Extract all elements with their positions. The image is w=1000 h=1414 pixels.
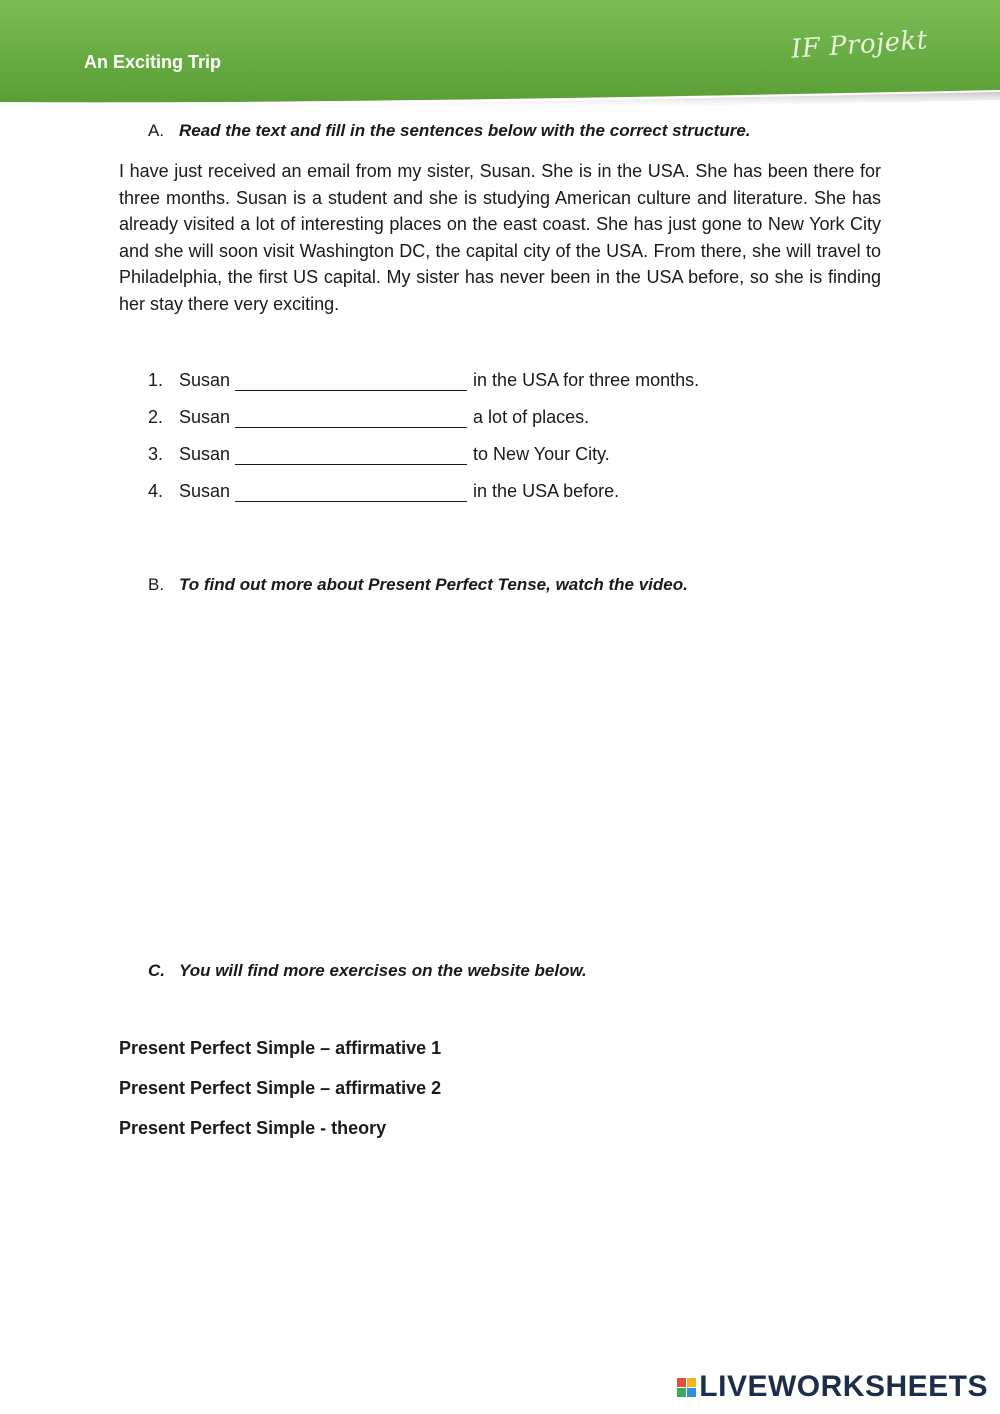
exercise-number: 1.	[148, 370, 164, 390]
fill-in-exercises	[148, 370, 699, 518]
answer-blank-2[interactable]	[235, 407, 467, 428]
section-c-letter: C.	[148, 961, 165, 980]
page-header	[0, 0, 1000, 112]
section-c-instruction-text: You will find more exercises on the website below.	[179, 961, 587, 980]
logo-blocks-icon	[677, 1378, 696, 1397]
logo-text: LIVEWORKSHEETS	[699, 1370, 988, 1403]
exercise-number: 2.	[148, 407, 164, 427]
section-c-instruction	[148, 961, 587, 981]
exercise-item	[148, 481, 699, 518]
header-title: An Exciting Trip	[84, 52, 222, 72]
exercise-item	[148, 370, 699, 407]
exercise-rest: to New Your City.	[473, 444, 610, 464]
link-affirmative-1[interactable]: Present Perfect Simple – affirmative 1	[119, 1038, 442, 1058]
liveworksheets-logo	[677, 1370, 988, 1404]
answer-blank-1[interactable]	[235, 370, 467, 391]
exercise-number: 3.	[148, 444, 164, 464]
section-a-instruction-text: Read the text and fill in the sentences below with the correct structure.	[179, 121, 751, 140]
exercise-links	[119, 1038, 441, 1158]
exercise-rest: in the USA before.	[473, 481, 620, 501]
exercise-rest: a lot of places.	[473, 407, 590, 427]
exercise-subject: Susan	[179, 407, 231, 427]
section-a-instruction	[148, 121, 751, 141]
brand-logo-text: IF Projekt	[790, 25, 929, 65]
exercise-number: 4.	[148, 481, 164, 501]
section-b-letter: B.	[148, 575, 165, 594]
link-theory[interactable]: Present Perfect Simple - theory	[119, 1118, 387, 1138]
section-a-letter: A.	[148, 121, 165, 140]
reading-passage: I have just received an email from my sister, Susan. She is in the USA. She has been there for three months. Susan is a student and she is studying American culture and literature. She has already visited a lot of interesting places on the east coast. She has just gone to New York City and she will soon visit Washington DC, the capital city of the USA. From there, she will travel to Philadelphia, the first US capital. My sister has never been in the USA before, so she is finding her stay there very exciting.	[119, 161, 881, 314]
exercise-rest: in the USA for three months.	[473, 370, 700, 390]
section-b-instruction	[148, 575, 688, 595]
answer-blank-4[interactable]	[235, 481, 467, 502]
exercise-subject: Susan	[179, 370, 231, 390]
exercise-item	[148, 407, 699, 444]
exercise-subject: Susan	[179, 444, 231, 464]
section-b-instruction-text: To find out more about Present Perfect Tense, watch the video.	[179, 575, 688, 594]
exercise-subject: Susan	[179, 481, 231, 501]
exercise-item	[148, 444, 699, 481]
link-affirmative-2[interactable]: Present Perfect Simple – affirmative 2	[119, 1078, 442, 1098]
answer-blank-3[interactable]	[235, 444, 467, 465]
